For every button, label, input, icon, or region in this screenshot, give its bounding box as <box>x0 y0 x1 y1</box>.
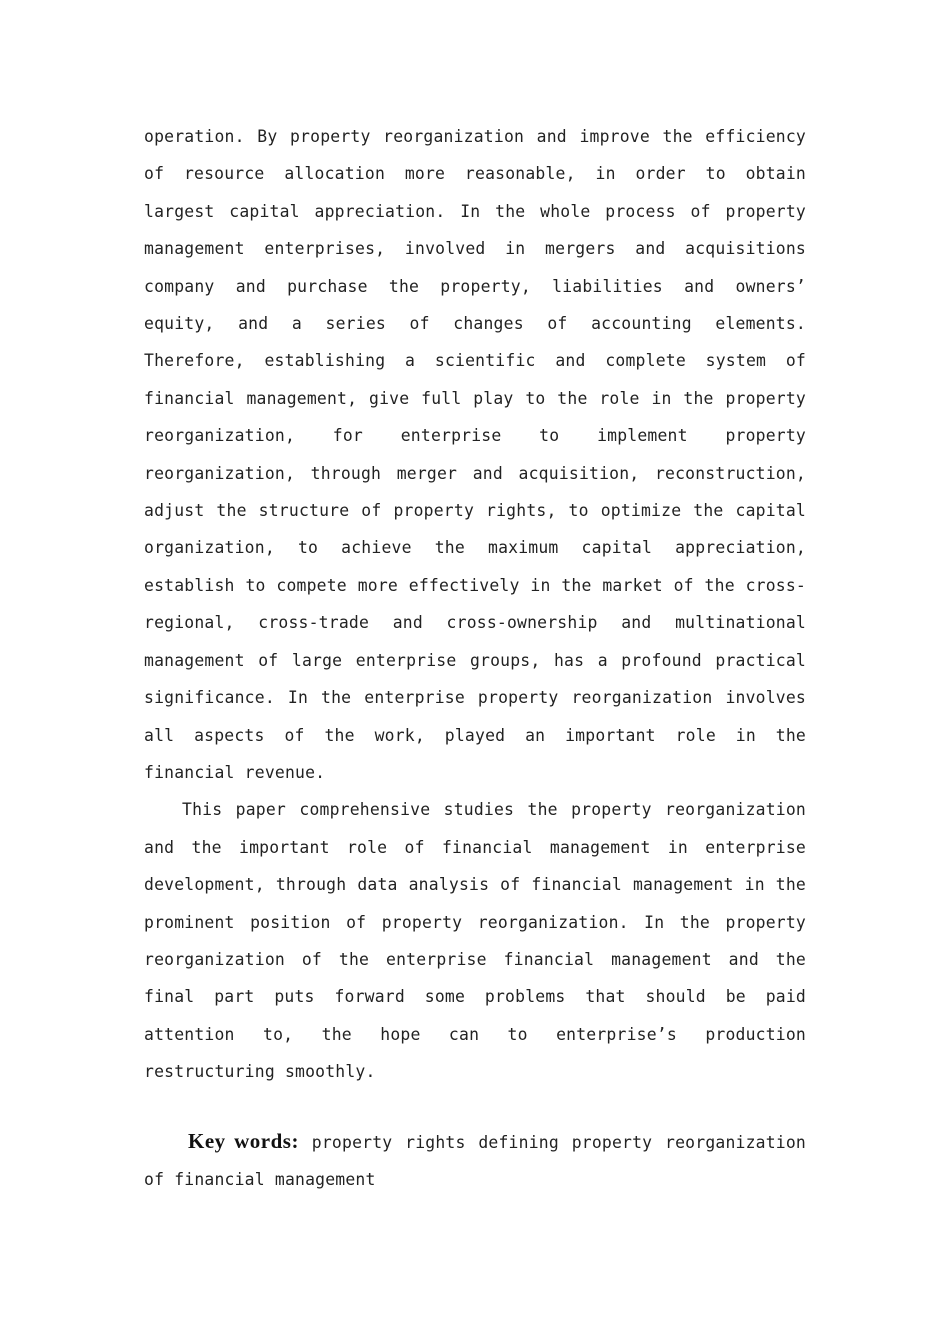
document-page <box>144 118 806 1198</box>
keywords-text: property rights defining property reorganization of financial management <box>144 1132 806 1189</box>
body-paragraph-continued: operation. By property reorganization and improve the efficiency of resource allocation more reasonable, in order to obtain largest capital appreciation. In the whole process of property management enterprises, involved in mergers and acquisitions company and purchase the property, liabilities and owners’ equity, and a series of changes of accounting elements. Therefore, establishing a scientific and complete system of financial management, give full play to the role in the property reorganization, for enterprise to implement property reorganization, through merger and acquisition, reconstruction, adjust the structure of property rights, to optimize the capital organization, to achieve the maximum capital appreciation, establish to compete more effectively in the market of the cross-regional, cross-trade and cross-ownership and multinational management of large enterprise groups, has a profound practical significance. In the enterprise property reorganization involves all aspects of the work, played an important role in the financial revenue. <box>144 127 806 782</box>
keywords-line <box>144 1123 806 1199</box>
keywords-label: Key words: <box>188 1128 299 1153</box>
body-paragraph-summary: This paper comprehensive studies the property reorganization and the important role of financial management in enterprise development, through data analysis of financial management in the prominent position of property reorganization. In the property reorganization of the enterprise financial management and the final part puts forward some problems that should be paid attention to, the hope can to enterprise’s production restructuring smoothly. <box>144 800 806 1082</box>
